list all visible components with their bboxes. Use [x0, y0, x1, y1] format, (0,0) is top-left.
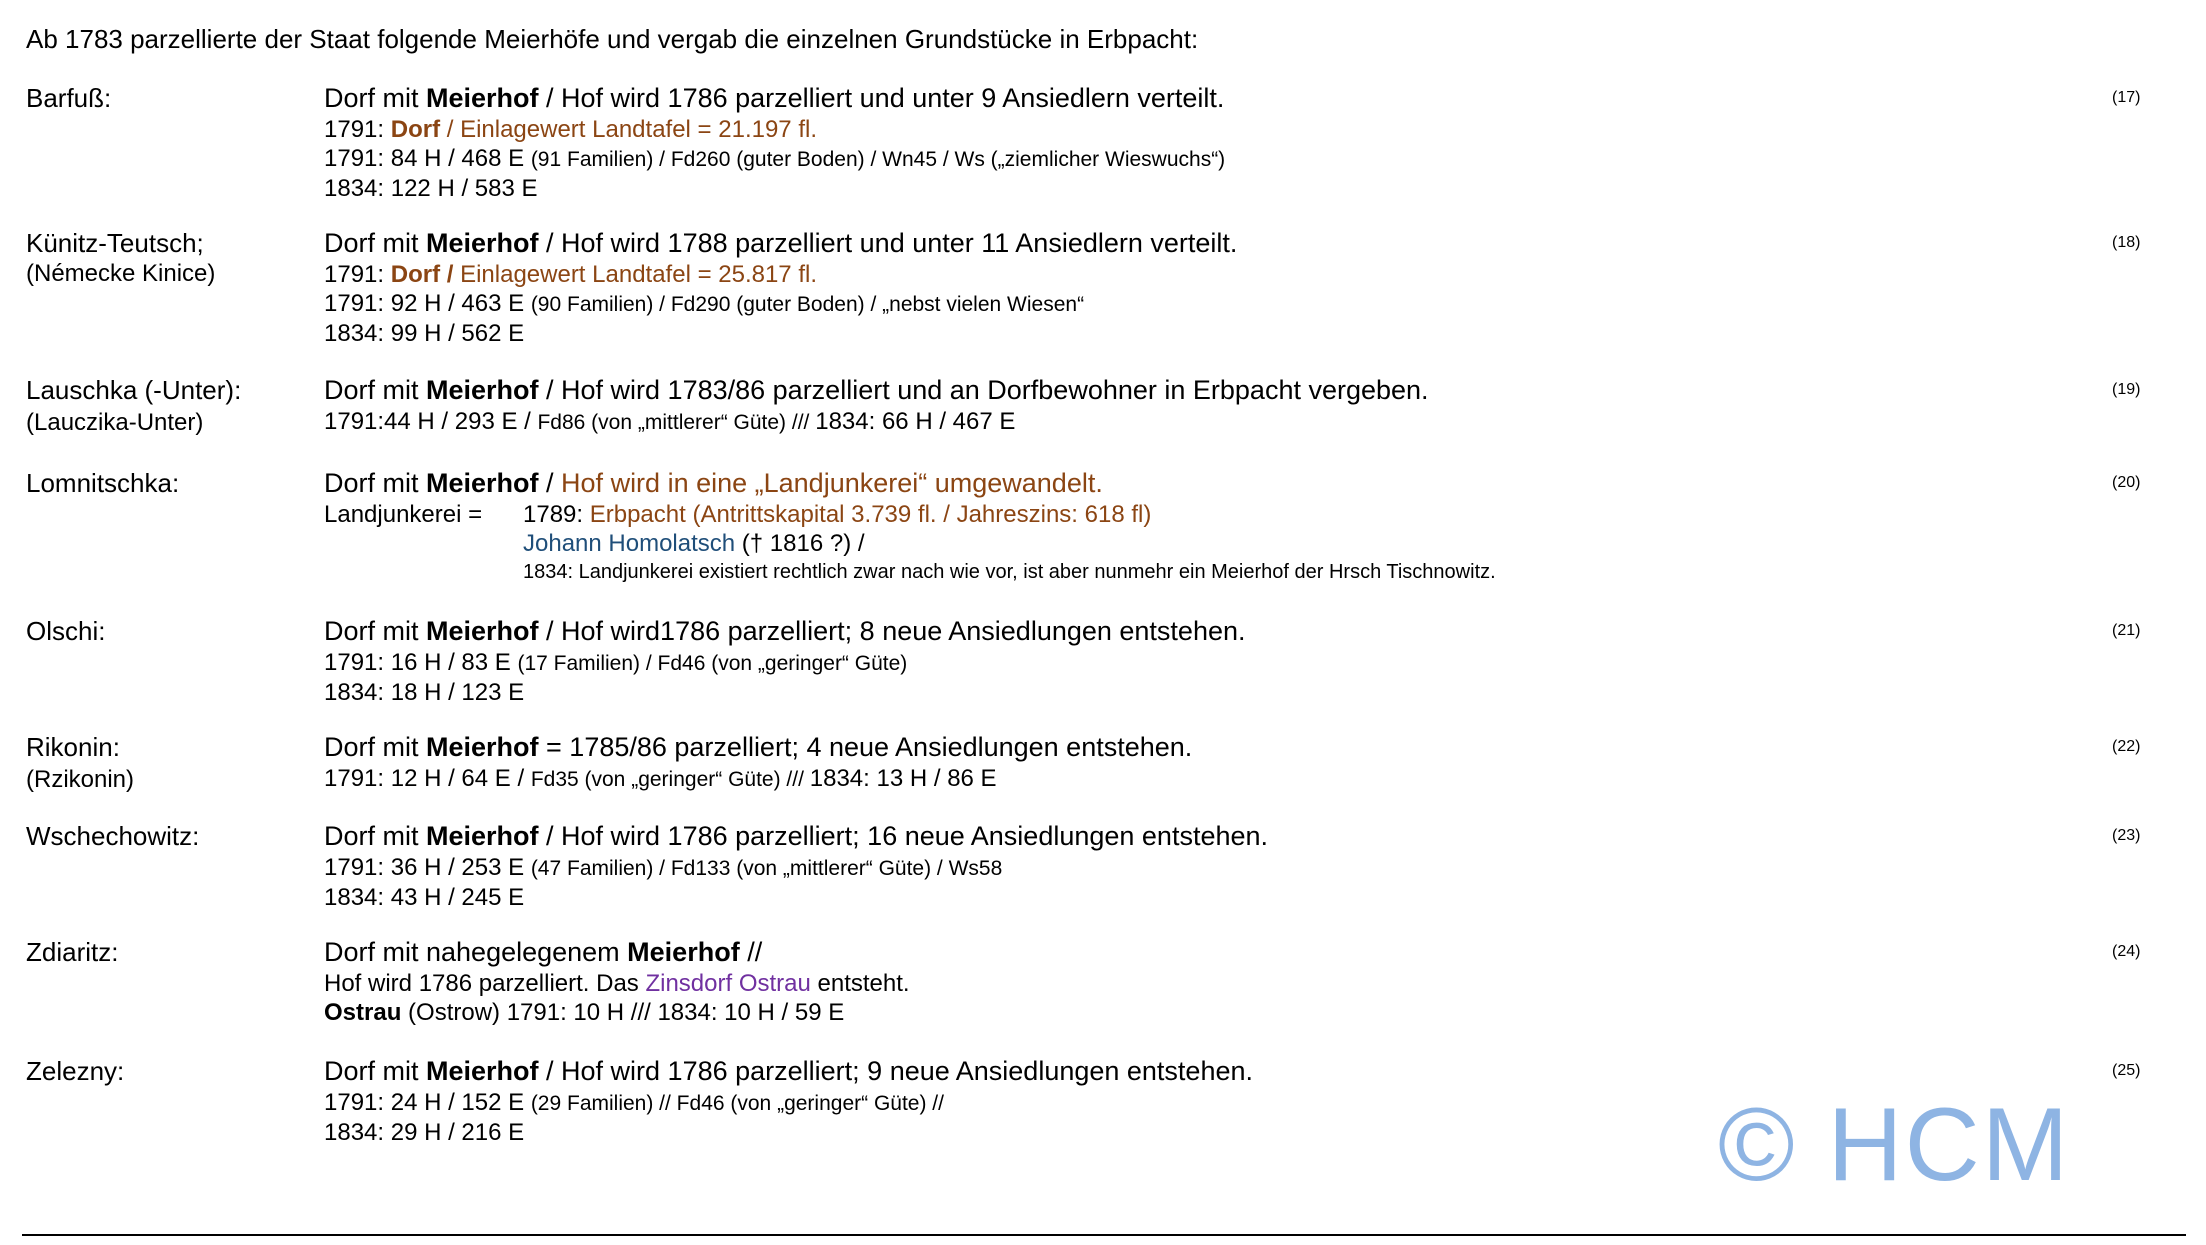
place-name: Lomnitschka:: [26, 468, 180, 498]
detail-line: Landjunkerei = 1789: Erbpacht (Antrittskapital 3.739 fl. / Jahreszins: 618 fl): [324, 501, 1152, 528]
detail-line: Hof wird 1786 parzelliert. Das Zinsdorf Ostrau entsteht.: [324, 970, 910, 997]
bottom-divider: [22, 1234, 2186, 1236]
footnote-ref: (18): [2112, 234, 2141, 251]
detail-line: 1791: 16 H / 83 E (17 Familien) / Fd46 (von „geringer“ Güte): [324, 649, 908, 676]
main-line: Dorf mit Meierhof / Hof wird 1786 parzelliert; 16 neue Ansiedlungen entstehen.: [324, 821, 1269, 851]
footnote-ref: (22): [2112, 738, 2141, 755]
main-line: Dorf mit Meierhof / Hof wird 1783/86 parzelliert und an Dorfbewohner in Erbpacht vergeben.: [324, 375, 1429, 405]
place-name: Rikonin: (Rzikonin): [26, 732, 135, 793]
detail-line: 1834: 43 H / 245 E: [324, 884, 525, 911]
place-name: Lauschka (-Unter): (Lauczika-Unter): [26, 375, 242, 436]
entry-content: [324, 374, 1429, 437]
entry-content: [324, 820, 1268, 912]
detail-line: Johann Homolatsch († 1816 ?) /: [523, 530, 865, 557]
place-name: Barfuß:: [26, 83, 112, 113]
footnote-ref: (21): [2112, 622, 2141, 639]
main-line: Dorf mit nahegelegenem Meierhof //: [324, 937, 763, 967]
main-line: Dorf mit Meierhof / Hof wird 1786 parzelliert und unter 9 Ansiedlern verteilt.: [324, 83, 1225, 113]
place-name: Wschechowitz:: [26, 821, 200, 851]
detail-line: 1791: 84 H / 468 E (91 Familien) / Fd260 (guter Boden) / Wn45 / Ws („ziemlicher Wieswuchs“): [324, 145, 1226, 172]
detail-line: 1834: 18 H / 123 E: [324, 679, 525, 706]
detail-line: 1791: 92 H / 463 E (90 Familien) / Fd290 (guter Boden) / „nebst vielen Wiesen“: [324, 290, 1085, 317]
footnote-ref: (25): [2112, 1062, 2141, 1079]
main-line: Dorf mit Meierhof / Hof wird1786 parzelliert; 8 neue Ansiedlungen entstehen.: [324, 616, 1246, 646]
detail-line: 1834: 122 H / 583 E: [324, 175, 538, 202]
entry-content: [324, 1055, 1253, 1147]
detail-line: Ostrau (Ostrow) 1791: 10 H /// 1834: 10 H / 59 E: [324, 999, 845, 1026]
detail-line: 1834: Landjunkerei existiert rechtlich zwar nach wie vor, ist aber nunmehr ein Meierhof der Hrsch Tischnowitz.: [523, 561, 1496, 583]
entry-content: [324, 615, 1246, 707]
detail-line: 1791: Dorf / Einlagewert Landtafel = 25.817 fl.: [324, 261, 817, 288]
detail-line: 1791: 24 H / 152 E (29 Familien) // Fd46 (von „geringer“ Güte) //: [324, 1089, 944, 1116]
entry-content: [324, 227, 1237, 348]
main-line: Dorf mit Meierhof / Hof wird in eine „Landjunkerei“ umgewandelt.: [324, 468, 1103, 498]
detail-line: 1834: 99 H / 562 E: [324, 320, 525, 347]
main-line: Dorf mit Meierhof = 1785/86 parzelliert; 4 neue Ansiedlungen entstehen.: [324, 732, 1193, 762]
footnote-ref: (20): [2112, 474, 2141, 491]
place-name: Zelezny:: [26, 1056, 125, 1086]
place-name: Künitz-Teutsch; (Némecke Kinice): [26, 228, 216, 287]
footnote-ref: (19): [2112, 381, 2141, 398]
detail-line: 1791: Dorf / Einlagewert Landtafel = 21.197 fl.: [324, 116, 817, 143]
entry-content: [324, 467, 1496, 587]
footnote-ref: (17): [2112, 89, 2141, 106]
copyright-watermark: © HCM: [1718, 1087, 2071, 1203]
detail-line: 1791: 12 H / 64 E / Fd35 (von „geringer“ Güte) /// 1834: 13 H / 86 E: [324, 765, 997, 792]
main-line: Dorf mit Meierhof / Hof wird 1788 parzelliert und unter 11 Ansiedlern verteilt.: [324, 228, 1238, 258]
place-name: Olschi:: [26, 616, 106, 646]
detail-line: 1834: 29 H / 216 E: [324, 1119, 525, 1146]
entry-content: [324, 936, 910, 1027]
detail-line: 1791:44 H / 293 E / Fd86 (von „mittlerer“ Güte) /// 1834: 66 H / 467 E: [324, 408, 1016, 435]
place-name: Zdiaritz:: [26, 937, 119, 967]
main-line: Dorf mit Meierhof / Hof wird 1786 parzelliert; 9 neue Ansiedlungen entstehen.: [324, 1056, 1254, 1086]
footnote-ref: (23): [2112, 827, 2141, 844]
entry-content: [324, 82, 1225, 203]
entry-content: [324, 731, 1192, 794]
intro-text: Ab 1783 parzellierte der Staat folgende Meierhöfe und vergab die einzelnen Grundstücke in Erbpacht:: [26, 24, 1199, 54]
detail-line: 1791: 36 H / 253 E (47 Familien) / Fd133 (von „mittlerer“ Güte) / Ws58: [324, 854, 1003, 881]
footnote-ref: (24): [2112, 943, 2141, 960]
